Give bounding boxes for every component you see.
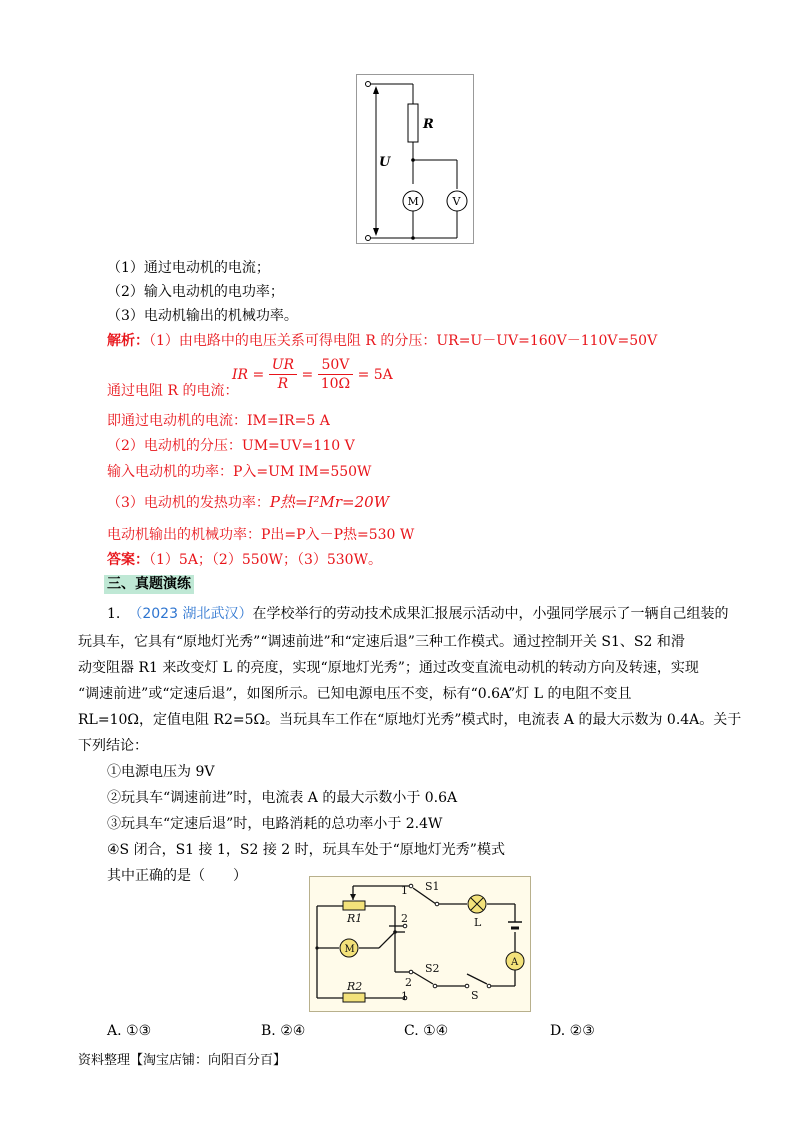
fraction-UR-over-R: $\frac{UR}{R}$ <box>269 356 297 393</box>
svg-text:U: U <box>379 155 391 170</box>
svg-text:2: 2 <box>405 976 412 989</box>
problem-line-5: RL=10Ω，定值电阻 R2=5Ω。当玩具车工作在“原地灯光秀”模式时，电流表 A 的最大示数为 0.4A。关于 <box>78 712 742 728</box>
statement-3: ③玩具车“定速后退”时，电路消耗的总功率小于 2.4W <box>107 816 443 832</box>
choice-A-text: ①③ <box>126 1023 152 1039</box>
statement-4: ④S 闭合，S1 接 1，S2 接 2 时，玩具车处于“原地灯光秀”模式 <box>107 842 505 858</box>
solution-line-3: 即通过电动机的电流：IM=IR=5 A <box>107 413 330 429</box>
problem-line-4: “调速前进”或“定速后退”，如图所示。已知电源电压不变，标有“0.6A”灯 L 的电阻不变且 <box>78 686 632 702</box>
current-IR-result: = 5A <box>357 366 393 383</box>
svg-text:A: A <box>511 957 519 968</box>
solution-line-1 <box>107 330 657 350</box>
svg-text:V: V <box>452 195 461 208</box>
svg-text:M: M <box>407 195 419 208</box>
choice-B-text: ②④ <box>280 1023 306 1039</box>
choice-A[interactable] <box>107 1023 151 1039</box>
svg-text:S1: S1 <box>425 880 440 893</box>
solution-line-4: （2）电动机的分压：UM=UV=110 V <box>107 438 355 454</box>
choice-C[interactable] <box>404 1023 448 1039</box>
solution-line6-label: （3）电动机的发热功率： <box>107 495 270 511</box>
problem-source: （2023 湖北武汉） <box>128 606 253 622</box>
svg-text:L: L <box>474 916 482 929</box>
problem-text-1: 在学校举行的劳动技术成果汇报展示活动中，小强同学展示了一辆自己组装的 <box>252 606 729 622</box>
circuit-diagram-2 <box>309 876 531 1012</box>
resistor-R2 <box>343 993 365 1002</box>
svg-text:R1: R1 <box>347 912 363 925</box>
circuit-diagram-1 <box>356 74 474 244</box>
choice-D[interactable] <box>550 1023 595 1039</box>
problem-number: 1. <box>107 606 121 622</box>
solution-formula-1: UR=U－UV=160V－110V=50V <box>436 333 658 349</box>
statement-1: ①电源电压为 9V <box>107 764 215 780</box>
solution-line-7: 电动机输出的机械功率：P出=P入－P热=530 W <box>107 527 415 543</box>
heat-power-formula: P热=I²Mr=20W <box>269 493 390 511</box>
solution-heading: 解析： <box>107 333 149 349</box>
section-title: 三、真题演练 <box>104 575 194 594</box>
svg-text:1: 1 <box>401 884 408 897</box>
problem-line-1 <box>107 603 728 623</box>
svg-text:S: S <box>471 989 479 1002</box>
svg-text:R2: R2 <box>347 980 363 993</box>
solution-text-1: （1）由电路中的电压关系可得电阻 R 的分压： <box>149 333 437 349</box>
solution-line-6 <box>107 491 389 512</box>
svg-text:1: 1 <box>401 990 408 1003</box>
fraction-50V-over-10ohm: $\frac{50V}{10\Omega}$ <box>318 356 353 393</box>
choice-D-letter: D. <box>550 1023 566 1039</box>
answer-text: （1）5A；（2）550W；（3）530W。 <box>149 552 382 568</box>
svg-text:M: M <box>344 944 355 955</box>
solution-line-5: 输入电动机的功率：P入=UM IM=550W <box>107 464 372 480</box>
choice-B[interactable] <box>261 1023 305 1039</box>
problem-line-2: 玩具车，它具有“原地灯光秀”“调速前进”和“定速后退”三种工作模式。通过控制开关 S1、S2 和滑 <box>78 634 685 650</box>
answer-heading: 答案： <box>107 552 149 568</box>
resistor-R1 <box>343 901 365 910</box>
current-IR-lhs: IR = <box>232 366 265 383</box>
question-2: （2）输入电动机的电功率； <box>107 284 284 300</box>
footer-text: 资料整理【淘宝店铺：向阳百分百】 <box>78 1053 287 1068</box>
problem-line-6: 下列结论： <box>78 738 148 754</box>
answer-line <box>107 549 382 569</box>
statement-2: ②玩具车“调速前进”时，电流表 A 的最大示数小于 0.6A <box>107 790 458 806</box>
resistor-R <box>408 104 418 142</box>
svg-text:S2: S2 <box>425 962 440 975</box>
problem-line-3: 动变阻器 R1 来改变灯 L 的亮度，实现“原地灯光秀”；通过改变直流电动机的转动方向及转速，实现 <box>78 660 699 676</box>
choice-A-letter: A. <box>107 1023 122 1039</box>
svg-text:2: 2 <box>401 912 408 925</box>
question-3: （3）电动机输出的机械功率。 <box>107 308 298 324</box>
choice-D-text: ②③ <box>569 1023 595 1039</box>
choice-C-letter: C. <box>404 1023 419 1039</box>
problem-prompt: 其中正确的是（ ） <box>107 868 247 884</box>
solution-line2-label: 通过电阻 R 的电流： <box>107 383 239 399</box>
choice-C-text: ①④ <box>423 1023 449 1039</box>
choice-B-letter: B. <box>261 1023 276 1039</box>
svg-text:R: R <box>423 117 434 132</box>
question-1: （1）通过电动机的电流； <box>107 260 270 276</box>
